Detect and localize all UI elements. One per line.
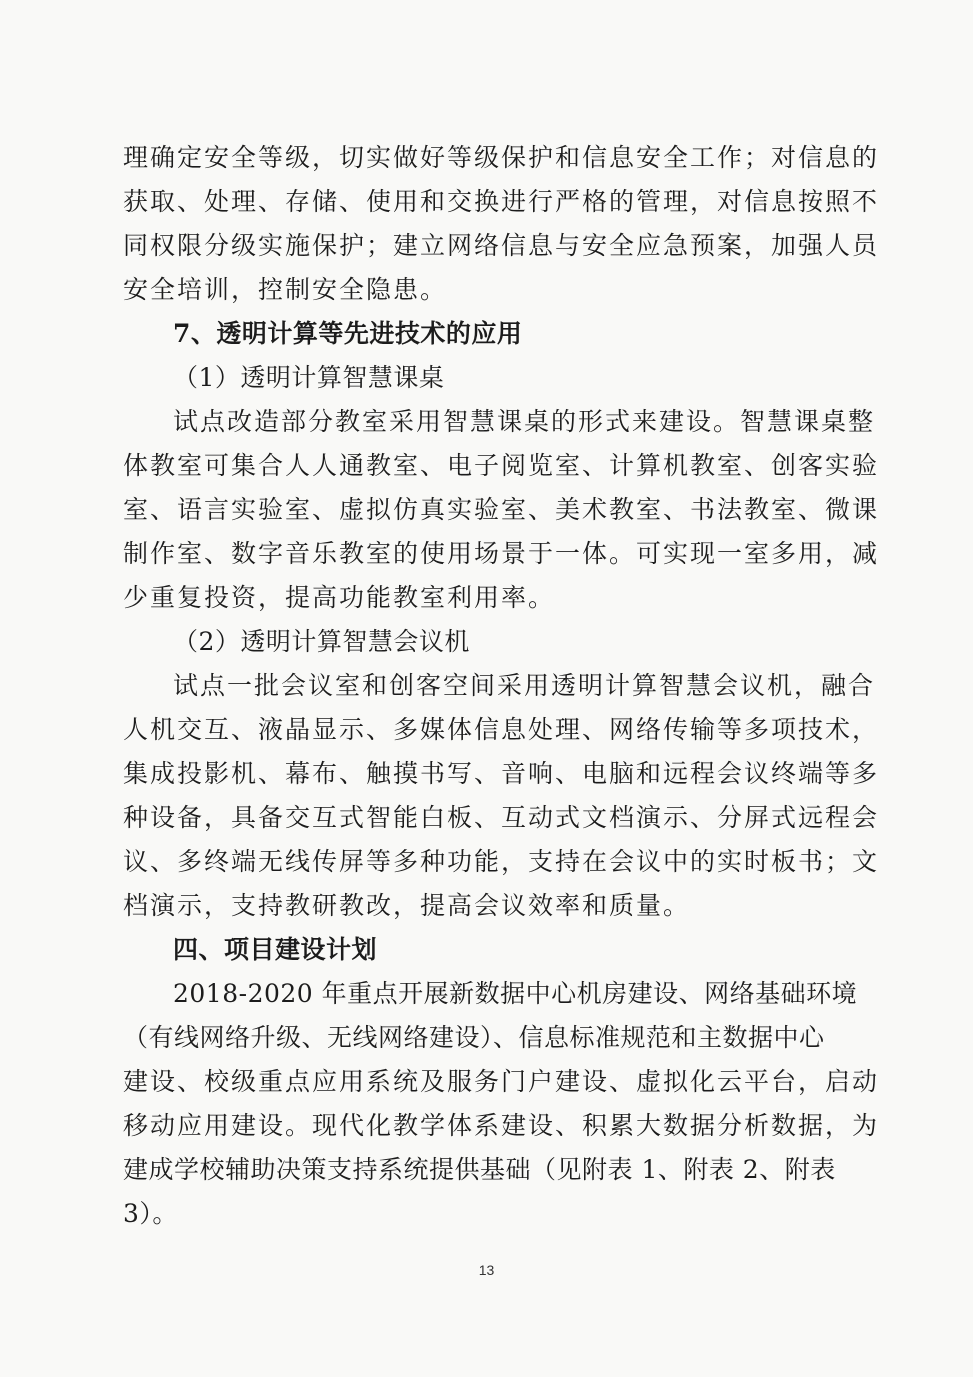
paragraph-line: 体教室可集合人人通教室、电子阅览室、计算机教室、创客实验 [123,451,880,480]
paragraph-line: 人机交互、液晶显示、多媒体信息处理、网络传输等多项技术， [123,715,880,744]
subsection-heading: （1）透明计算智慧课桌 [173,363,445,392]
paragraph-line: 建成学校辅助决策支持系统提供基础（见附表 1、附表 2、附表 [123,1155,836,1184]
paragraph-line: 安全培训，控制安全隐患。 [123,275,448,304]
paragraph-line: 议、多终端无线传屏等多种功能，支持在会议中的实时板书；文 [123,847,880,876]
paragraph-line: 试点改造部分教室采用智慧课桌的形式来建设。智慧课桌整 [173,407,876,436]
paragraph-line: 制作室、数字音乐教室的使用场景于一体。可实现一室多用，减 [123,539,880,568]
section-heading: 7、透明计算等先进技术的应用 [173,319,523,348]
page-number: 13 [478,1262,495,1278]
paragraph-line: 获取、处理、存储、使用和交换进行严格的管理，对信息按照不 [123,187,880,216]
paragraph-line: 2018-2020 年重点开展新数据中心机房建设、网络基础环境 [173,979,858,1008]
paragraph-line: 少重复投资，提高功能教室利用率。 [123,583,556,612]
paragraph-line: （有线网络升级、无线网络建设）、信息标准规范和主数据中心 [123,1023,825,1052]
paragraph-line: 档演示，支持教研教改，提高会议效率和质量。 [123,891,691,920]
paragraph-line: 移动应用建设。现代化教学体系建设、积累大数据分析数据，为 [123,1111,880,1140]
paragraph-line: 集成投影机、幕布、触摸书写、音响、电脑和远程会议终端等多 [123,759,880,788]
paragraph-line: 理确定安全等级，切实做好等级保护和信息安全工作；对信息的 [123,143,880,172]
paragraph-line: 同权限分级实施保护；建立网络信息与安全应急预案，加强人员 [123,231,880,260]
section-heading: 四、项目建设计划 [173,935,378,964]
subsection-heading: （2）透明计算智慧会议机 [173,627,470,656]
paragraph-line: 室、语言实验室、虚拟仿真实验室、美术教室、书法教室、微课 [123,495,880,524]
paragraph-line: 3）。 [123,1199,178,1228]
paragraph-line: 试点一批会议室和创客空间采用透明计算智慧会议机，融合 [173,671,876,700]
paragraph-line: 建设、校级重点应用系统及服务门户建设、虚拟化云平台，启动 [123,1067,880,1096]
body-text [123,136,880,1236]
paragraph-line: 种设备，具备交互式智能白板、互动式文档演示、分屏式远程会 [123,803,880,832]
